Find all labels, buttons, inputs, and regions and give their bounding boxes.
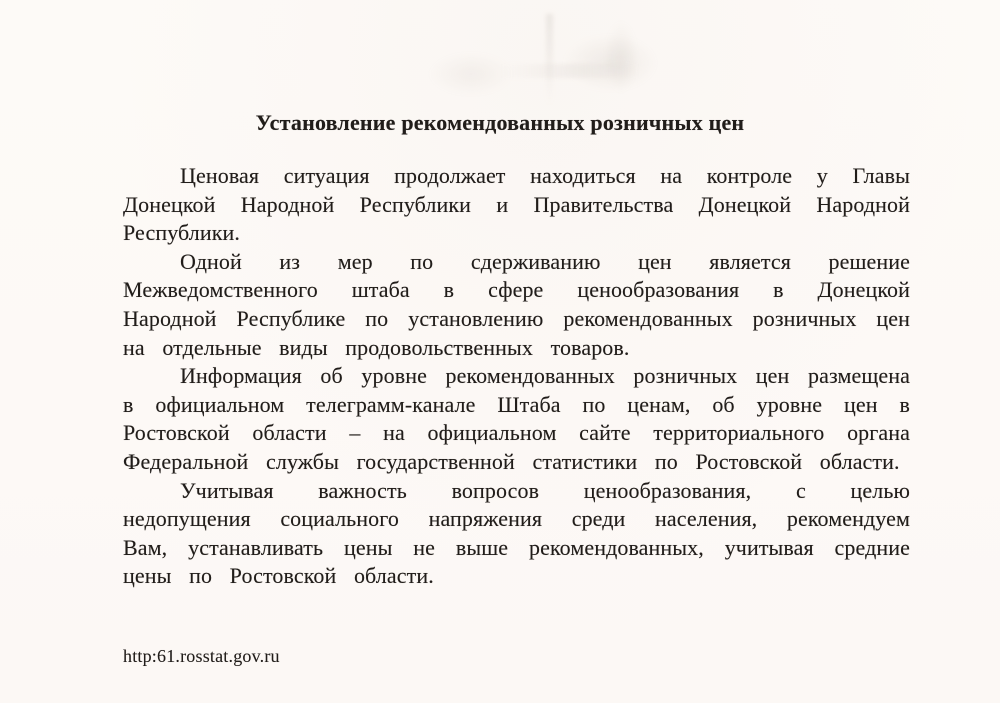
footer-url: http:61.rosstat.gov.ru <box>123 646 280 666</box>
scan-bleedthrough-artifact <box>604 20 638 94</box>
paragraph-interagency-staff-decision: Одной из мер по сдерживанию цен является решение Межведомственного штаба в сфере ценообразования в Донецкой Народной Республике по установлению рекомендованных розничных цен на отдельные виды продовольственных товаров. <box>123 248 910 360</box>
paragraph-recommendation: Учитывая важность вопросов ценообразования, с целью недопущения социального напряжения среди населения, рекомендуем Вам, устанавливать цены не выше рекомендованных, учитывая средние цены по Ростовской области. <box>123 477 910 589</box>
scan-bleedthrough-artifact <box>428 52 514 96</box>
document-title: Установление рекомендованных розничных цен <box>255 110 745 135</box>
scan-bleedthrough-artifact <box>500 64 640 78</box>
paragraph-price-information-sources: Информация об уровне рекомендованных розничных цен размещена в официальном телеграмм-канале Штаба по ценам, об уровне цен в Ростовской области – на официальном сайте территориального органа Федеральной службы государственной статистики по Ростовской области. <box>123 363 910 474</box>
scan-bleedthrough-artifact <box>546 14 553 106</box>
document-body <box>123 162 910 591</box>
scan-bleedthrough-artifact <box>562 34 658 92</box>
paragraph-price-situation: Ценовая ситуация продолжает находиться на контроле у Главы Донецкой Народной Республики и Правительства Донецкой Народной Республики. <box>123 163 910 246</box>
